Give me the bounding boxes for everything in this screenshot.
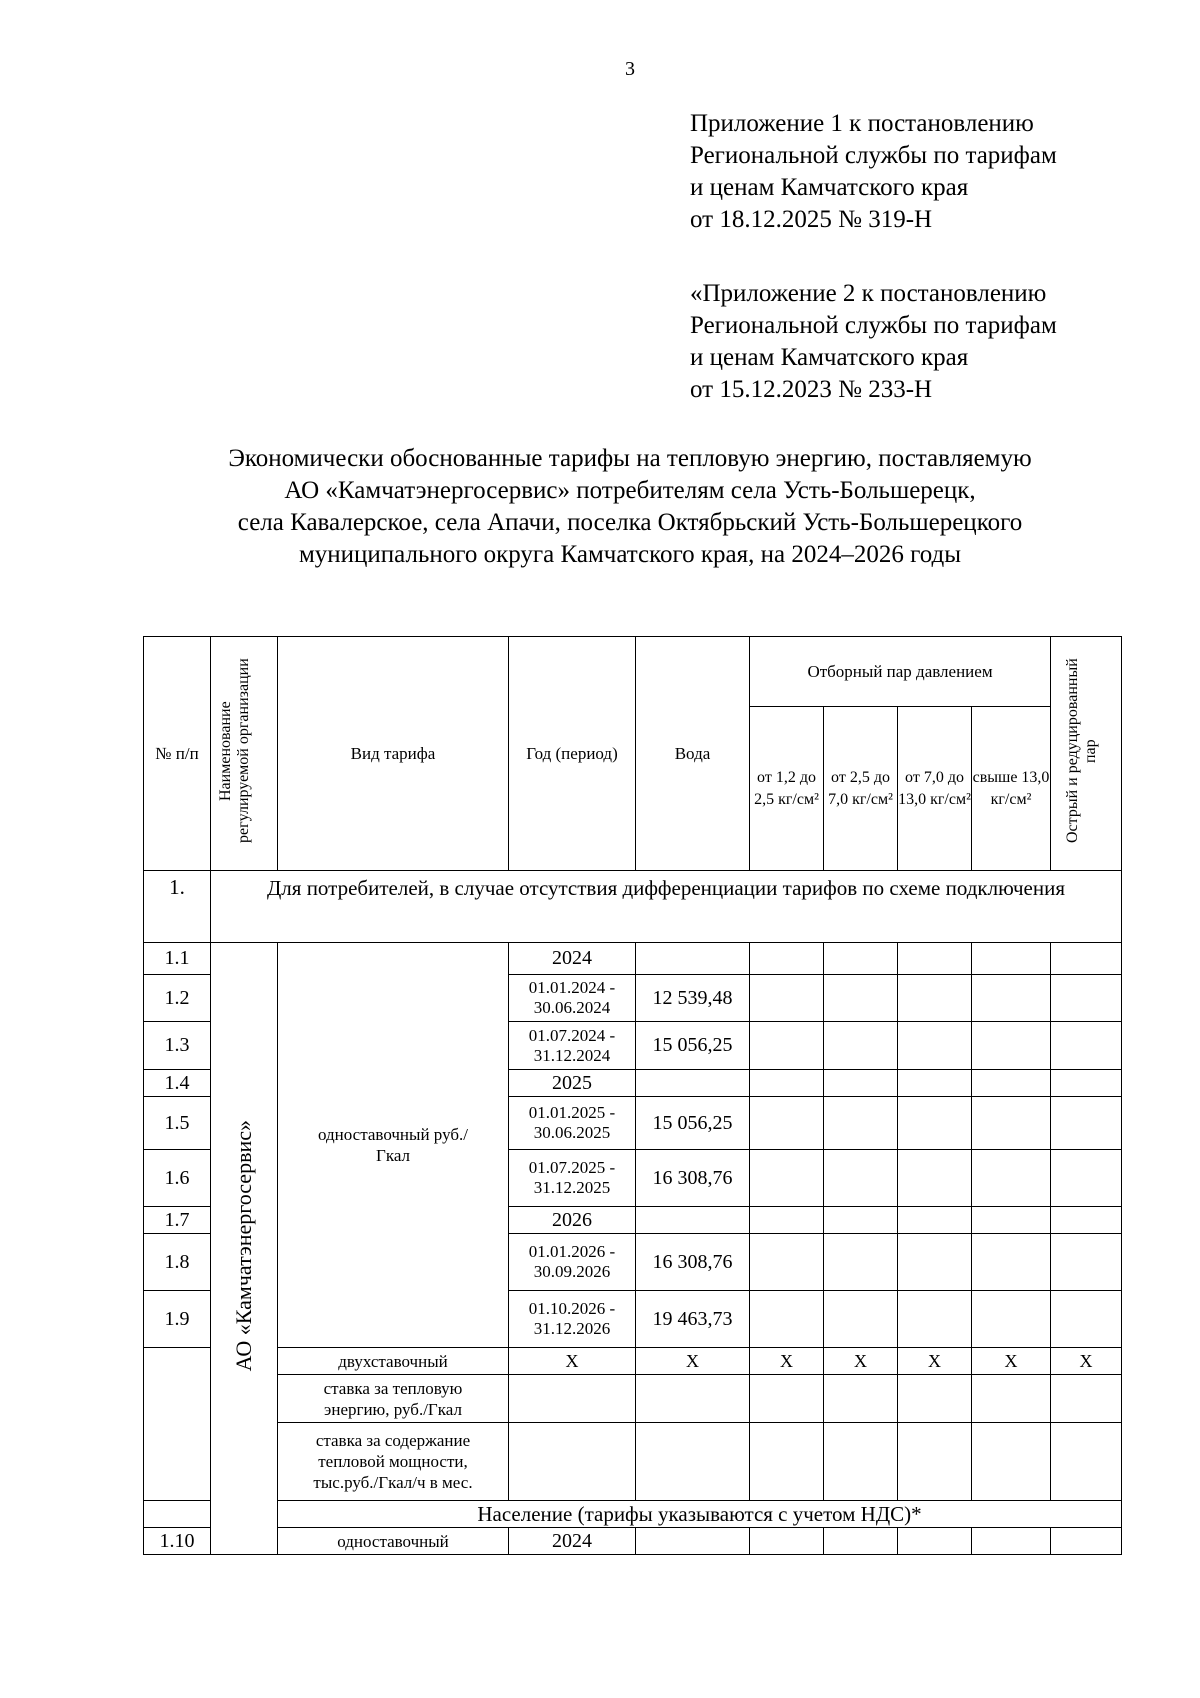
appendix-1-reference: [690, 108, 1057, 236]
steam-cell: [972, 1291, 1051, 1348]
appendix-2-line: Региональной службы по тарифам: [690, 312, 1057, 339]
appendix-1-line: и ценам Камчатского края: [690, 174, 969, 201]
row-num: 1.2: [144, 975, 211, 1022]
steam-cell: [824, 943, 898, 975]
header-period: Год (период): [509, 637, 636, 871]
steam-cell: [750, 1291, 824, 1348]
sharp-steam-cell: [1051, 1528, 1122, 1555]
steam-cell: [972, 1097, 1051, 1150]
header-steam-2: от 2,5 до 7,0 кг/см²: [824, 707, 898, 871]
sharp-steam-cell: [1051, 1234, 1122, 1291]
title-line: села Кавалерское, села Апачи, поселка Октябрьский Усть-Большерецкого: [237, 509, 1023, 536]
appendix-1-line: от 18.12.2025 № 319-Н: [690, 206, 933, 233]
title-line: АО «Камчатэнергосервис» потребителям села Усть-Большерецк,: [284, 477, 976, 504]
water-cell: 12 539,48: [636, 975, 750, 1022]
period-cell: 2025: [509, 1070, 636, 1097]
steam-cell: [824, 1022, 898, 1070]
appendix-1-line: Региональной службы по тарифам: [690, 142, 1057, 169]
steam-cell: [750, 1207, 824, 1234]
steam-cell: [972, 1150, 1051, 1207]
x-mark: X: [750, 1348, 824, 1375]
row-num: 1.1: [144, 943, 211, 975]
water-cell: 15 056,25: [636, 1097, 750, 1150]
capacity-rate-label: ставка за содержание тепловой мощности, тыс.руб./Гкал/ч в мес.: [278, 1423, 509, 1501]
steam-cell: [750, 1097, 824, 1150]
header-water: Вода: [636, 637, 750, 871]
single-rate-label: одноставочный руб./Гкал: [278, 943, 509, 1348]
period-cell: 01.01.2026 - 30.09.2026: [509, 1234, 636, 1291]
appendix-2-reference: [690, 278, 1057, 406]
period-cell: 01.07.2025 - 31.12.2025: [509, 1150, 636, 1207]
steam-cell: [750, 975, 824, 1022]
x-mark: X: [1051, 1348, 1122, 1375]
org-name-cell: [211, 943, 278, 1555]
period-cell: 01.01.2024 - 30.06.2024: [509, 975, 636, 1022]
header-num: № п/п: [144, 637, 211, 871]
section-label: Для потребителей, в случае отсутствия дифференциации тарифов по схеме подключения: [211, 871, 1122, 943]
header-tariff-type: Вид тарифа: [278, 637, 509, 871]
steam-cell: [972, 943, 1051, 975]
x-mark: X: [898, 1348, 972, 1375]
section-num: 1.: [144, 871, 211, 943]
row-num: 1.7: [144, 1207, 211, 1234]
title-line: муниципального округа Камчатского края, на 2024–2026 годы: [298, 541, 962, 568]
steam-cell: [824, 1207, 898, 1234]
steam-cell: [898, 943, 972, 975]
steam-cell: [898, 1291, 972, 1348]
row-num: 1.4: [144, 1070, 211, 1097]
steam-cell: [898, 1207, 972, 1234]
appendix-2-line: от 15.12.2023 № 233-Н: [690, 376, 933, 403]
steam-cell: [972, 1022, 1051, 1070]
tariff-table: [143, 636, 1122, 1555]
steam-cell: [750, 1070, 824, 1097]
appendix-2-line: «Приложение 2 к постановлению: [690, 280, 1047, 307]
steam-cell: [750, 943, 824, 975]
appendix-2-line: и ценам Камчатского края: [690, 344, 969, 371]
steam-cell: [824, 1528, 898, 1555]
steam-cell: [750, 1234, 824, 1291]
header-org-text: Наименование регулируемой организации: [217, 658, 252, 844]
water-cell: 19 463,73: [636, 1291, 750, 1348]
sharp-steam-cell: [1051, 1150, 1122, 1207]
steam-cell: [898, 1234, 972, 1291]
steam-cell: [824, 1150, 898, 1207]
row-num: 1.5: [144, 1097, 211, 1150]
row-num: 1.8: [144, 1234, 211, 1291]
steam-cell: [972, 1207, 1051, 1234]
document-title: [130, 443, 1130, 571]
appendix-1-line: Приложение 1 к постановлению: [690, 110, 1034, 137]
title-line: Экономически обоснованные тарифы на тепловую энергию, поставляемую: [228, 445, 1032, 472]
period-cell: 01.10.2026 - 31.12.2026: [509, 1291, 636, 1348]
steam-cell: [750, 1022, 824, 1070]
heat-rate-label: ставка за тепловую энергию, руб./Гкал: [278, 1375, 509, 1423]
steam-cell: [898, 1097, 972, 1150]
steam-cell: [898, 1022, 972, 1070]
row-num: 1.3: [144, 1022, 211, 1070]
sharp-steam-cell: [1051, 975, 1122, 1022]
x-mark: X: [636, 1348, 750, 1375]
row-num: 1.10: [144, 1528, 211, 1555]
steam-cell: [824, 1234, 898, 1291]
water-cell: [636, 943, 750, 975]
period-cell: 2024: [509, 1528, 636, 1555]
period-cell: 01.07.2024 - 31.12.2024: [509, 1022, 636, 1070]
two-rate-label: двухставочный: [278, 1348, 509, 1375]
row-num: 1.6: [144, 1150, 211, 1207]
steam-cell: [972, 975, 1051, 1022]
single-rate-type: одноставочный: [278, 1528, 509, 1555]
steam-cell: [824, 1291, 898, 1348]
sharp-steam-cell: [1051, 1070, 1122, 1097]
steam-cell: [824, 975, 898, 1022]
sharp-steam-cell: [1051, 1207, 1122, 1234]
water-cell: [636, 1070, 750, 1097]
x-mark: X: [972, 1348, 1051, 1375]
period-cell: 2026: [509, 1207, 636, 1234]
steam-cell: [750, 1150, 824, 1207]
row-num-empty: [144, 1348, 211, 1501]
steam-cell: [972, 1070, 1051, 1097]
header-steam-1: от 1,2 до 2,5 кг/см²: [750, 707, 824, 871]
water-cell: 15 056,25: [636, 1022, 750, 1070]
steam-cell: [898, 975, 972, 1022]
page-number: 3: [625, 58, 635, 80]
header-org: [211, 637, 278, 871]
header-sharp-steam-text: Острый и редуцированный пар: [1064, 658, 1100, 844]
period-cell: 01.01.2025 - 30.06.2025: [509, 1097, 636, 1150]
org-name: АО «Камчатэнергосервис»: [231, 1120, 256, 1372]
header-steam-3: от 7,0 до 13,0 кг/см²: [898, 707, 972, 871]
row-num-empty: [144, 1501, 211, 1528]
header-sharp-steam: [1051, 637, 1122, 871]
water-cell: [636, 1207, 750, 1234]
steam-cell: [972, 1234, 1051, 1291]
x-mark: X: [509, 1348, 636, 1375]
period-cell: 2024: [509, 943, 636, 975]
steam-cell: [972, 1528, 1051, 1555]
sharp-steam-cell: [1051, 943, 1122, 975]
sharp-steam-cell: [1051, 1097, 1122, 1150]
population-label: Население (тарифы указываются с учетом НДС)*: [278, 1501, 1122, 1528]
steam-cell: [750, 1528, 824, 1555]
steam-cell: [898, 1150, 972, 1207]
water-cell: [636, 1528, 750, 1555]
steam-cell: [898, 1528, 972, 1555]
x-mark: X: [824, 1348, 898, 1375]
header-steam-4: свыше 13,0 кг/см²: [972, 707, 1051, 871]
steam-cell: [824, 1097, 898, 1150]
sharp-steam-cell: [1051, 1022, 1122, 1070]
header-steam-group: Отборный пар давлением: [750, 637, 1051, 707]
water-cell: 16 308,76: [636, 1234, 750, 1291]
steam-cell: [824, 1070, 898, 1097]
steam-cell: [898, 1070, 972, 1097]
sharp-steam-cell: [1051, 1291, 1122, 1348]
water-cell: 16 308,76: [636, 1150, 750, 1207]
row-num: 1.9: [144, 1291, 211, 1348]
